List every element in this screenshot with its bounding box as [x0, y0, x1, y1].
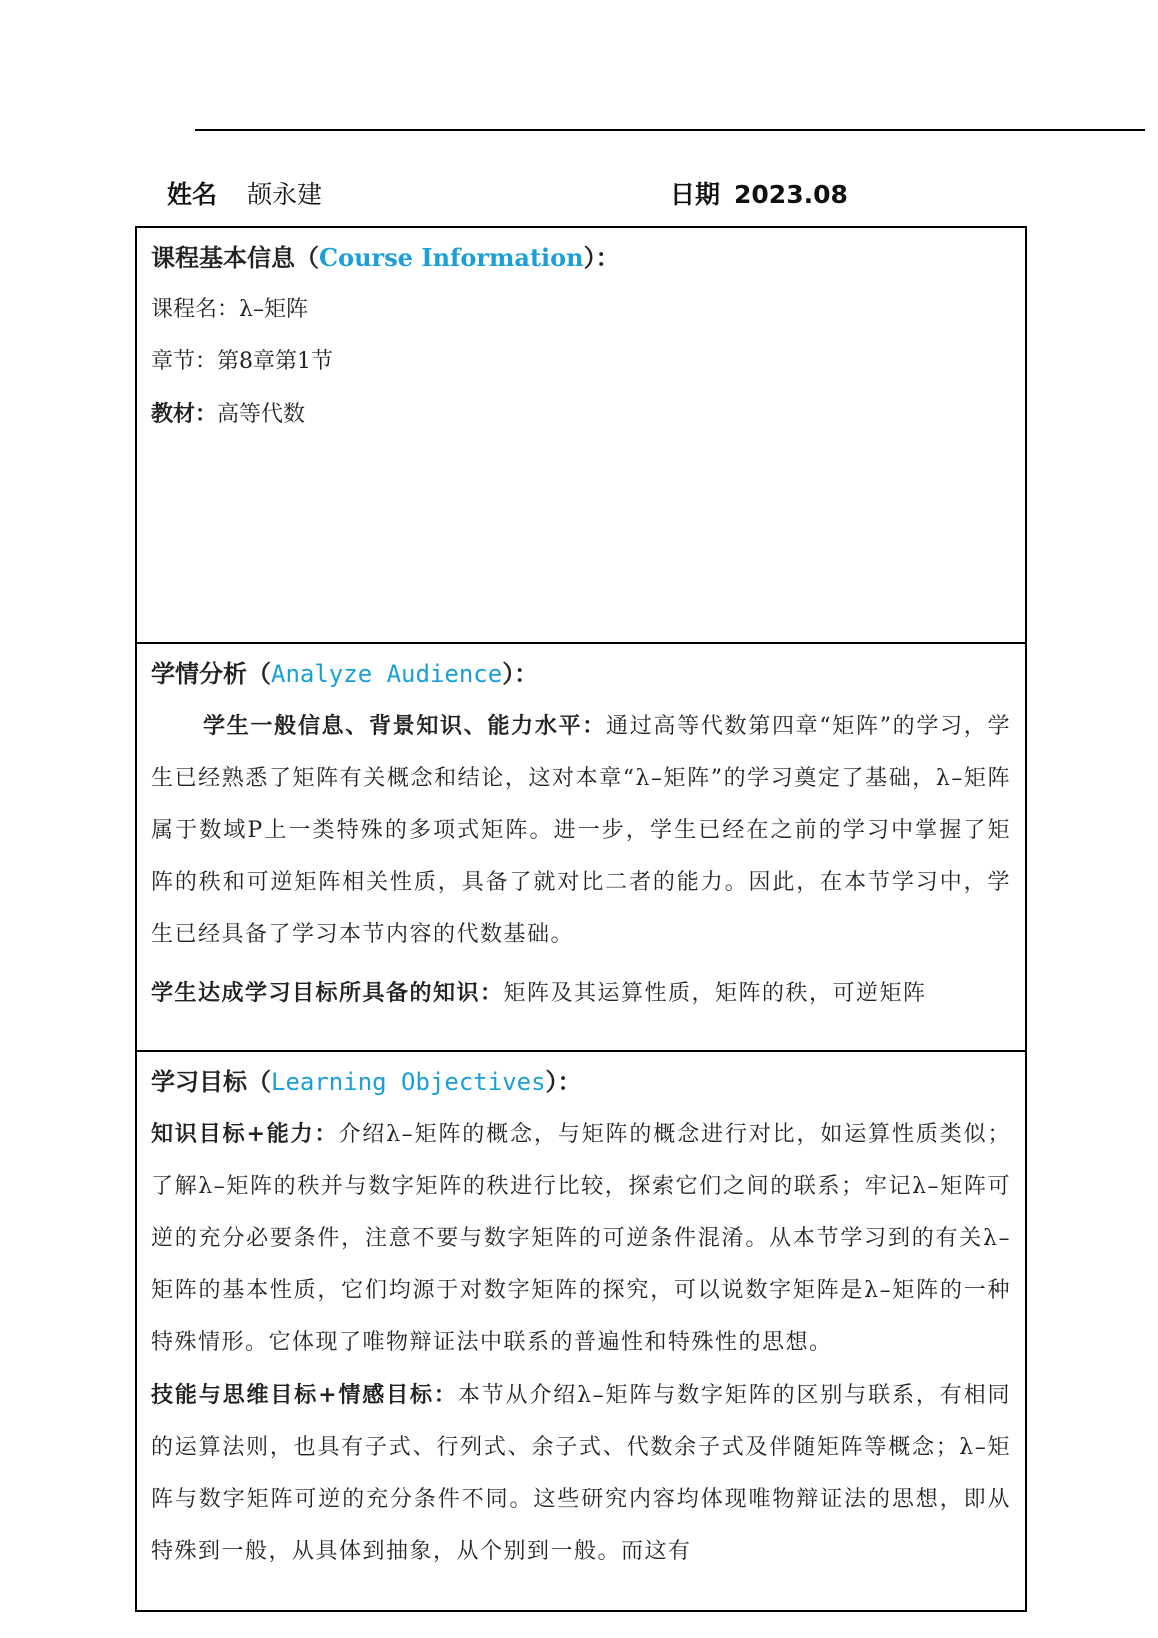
audience-p2-label: 学生达成学习目标所具备的知识：	[151, 980, 504, 1006]
objectives-p1-label: 知识目标+能力：	[151, 1121, 339, 1147]
textbook-value: 高等代数	[217, 402, 306, 427]
course-info-title-en: Course Information	[319, 243, 584, 272]
date-field	[670, 175, 848, 211]
objectives-p2-text: 本节从介绍λ–矩阵与数字矩阵的区别与联系，有相同的运算法则，也具有子式、行列式、余子式、代数余子式及伴随矩阵等概念；λ–矩阵与数字矩阵可逆的充分条件不同。这些研究内容均体现唯物辩证法的思想，即从特殊到一般，从具体到抽象，从个别到一般。而这有	[151, 1383, 1011, 1564]
textbook	[151, 388, 1011, 440]
name-value: 颉永建	[247, 180, 323, 209]
audience-section	[136, 643, 1026, 1051]
audience-title-en: Analyze Audience	[271, 660, 503, 688]
name-label: 姓名	[167, 180, 218, 209]
objectives-title-end: ）：	[545, 1068, 582, 1096]
objectives-section	[136, 1051, 1026, 1611]
date-label: 日期	[670, 180, 721, 209]
date-value: 2023.08	[734, 180, 848, 209]
audience-paragraph-2	[151, 967, 1011, 1020]
header-rule	[195, 129, 1145, 131]
audience-paragraph-1	[151, 700, 1011, 961]
objectives-title-en: Learning Objectives	[271, 1068, 546, 1096]
audience-p1-label: 学生一般信息、背景知识、能力水平：	[203, 713, 606, 739]
course-info-title-cn: 课程基本信息（	[151, 244, 319, 272]
objectives-title-cn: 学习目标（	[151, 1068, 271, 1096]
audience-title-cn: 学情分析（	[151, 660, 271, 688]
lesson-plan-table	[135, 226, 1027, 1612]
audience-title-end: ）：	[502, 660, 539, 688]
course-info-section	[136, 227, 1026, 643]
audience-p2-text: 矩阵及其运算性质，矩阵的秩，可逆矩阵	[503, 981, 927, 1006]
chapter: 章节：第8章第1节	[151, 349, 333, 374]
objectives-p1-text: 介绍λ–矩阵的概念，与矩阵的概念进行对比，如运算性质类似；了解λ–矩阵的秩并与数字矩阵的秩进行比较，探索它们之间的联系；牢记λ–矩阵可逆的充分必要条件，注意不要与数字矩阵的可逆条件混淆。从本节学习到的有关λ–矩阵的基本性质，它们均源于对数字矩阵的探究，可以说数字矩阵是λ–矩阵的一种特殊情形。它体现了唯物辩证法中联系的普遍性和特殊性的思想。	[151, 1122, 1011, 1355]
course-info-title-end: ）：	[583, 244, 620, 272]
objectives-title	[151, 1056, 1011, 1108]
objectives-p2-label: 技能与思维目标+情感目标：	[151, 1382, 458, 1408]
objectives-paragraph-1	[151, 1108, 1011, 1369]
audience-title	[151, 648, 1011, 700]
textbook-label: 教材：	[151, 401, 218, 427]
course-name: 课程名：λ–矩阵	[151, 297, 308, 322]
objectives-paragraph-2	[151, 1369, 1011, 1578]
audience-p1-text: 通过高等代数第四章“矩阵”的学习，学生已经熟悉了矩阵有关概念和结论，这对本章“λ–矩阵”的学习奠定了基础，λ–矩阵属于数域P上一类特殊的多项式矩阵。进一步，学生已经在之前的学习中掌握了矩阵的秩和可逆矩阵相关性质，具备了就对比二者的能力。因此，在本节学习中，学生已经具备了学习本节内容的代数基础。	[151, 714, 1011, 947]
course-info-title	[151, 232, 1011, 284]
name-field	[167, 175, 322, 211]
